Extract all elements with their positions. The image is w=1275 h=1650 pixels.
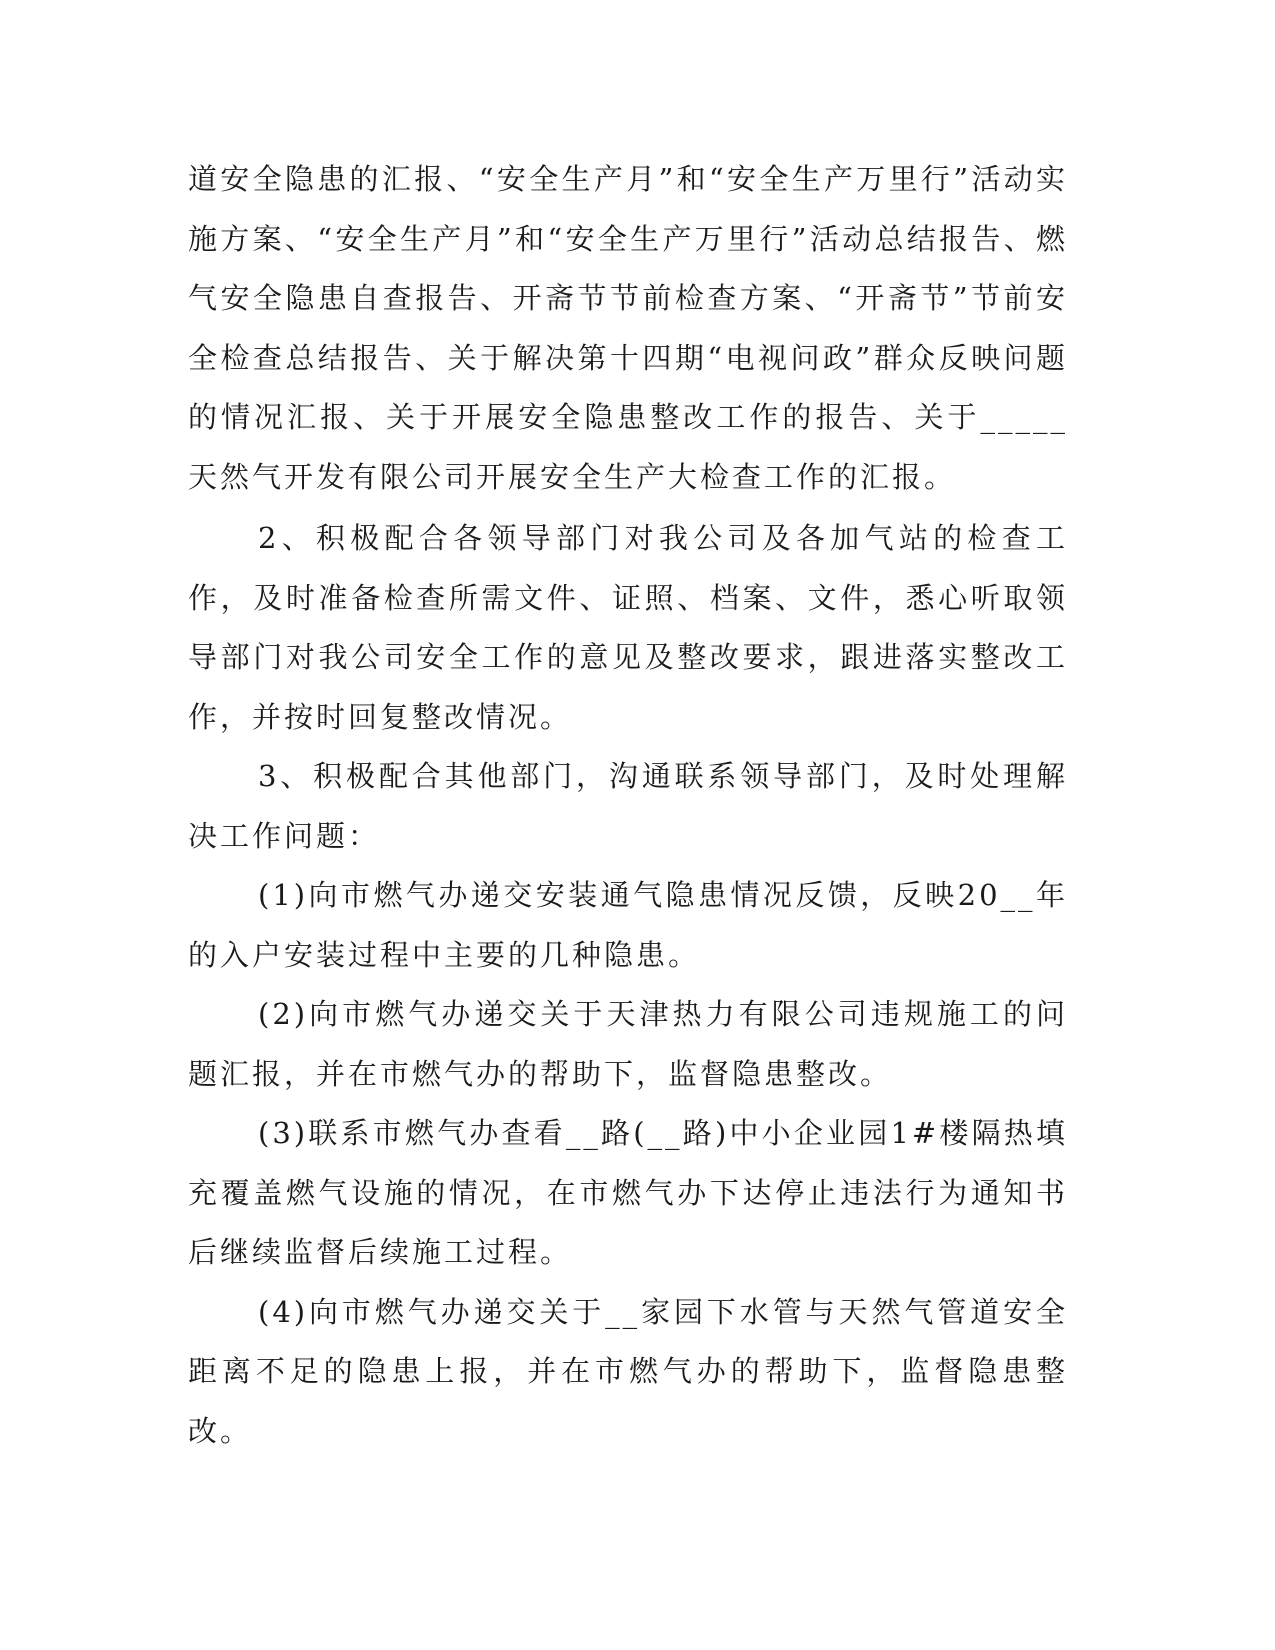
- paragraph-subitem-1: (1)向市燃气办递交安装通气隐患情况反馈，反映20__年的入户安装过程中主要的几种隐患。: [188, 878, 1068, 972]
- paragraph-subitem-4: (4)向市燃气办递交关于__家园下水管与天然气管道安全距离不足的隐患上报，并在市燃气办的帮助下，监督隐患整改。: [188, 1294, 1068, 1448]
- paragraph-continuation: 道安全隐患的汇报、“安全生产月”和“安全生产万里行”活动实施方案、“安全生产月”和“安全生产万里行”活动总结报告、燃气安全隐患自查报告、开斋节节前检查方案、“开斋节”节前安全检查总结报告、关于解决第十四期“电视问政”群众反映问题的情况汇报、关于开展安全隐患整改工作的报告、关于_____天然气开发有限公司开展安全生产大检查工作的汇报。: [188, 162, 1068, 494]
- document-body: [188, 150, 1068, 1461]
- paragraph-subitem-2: (2)向市燃气办递交关于天津热力有限公司违规施工的问题汇报，并在市燃气办的帮助下，监督隐患整改。: [188, 997, 1068, 1091]
- paragraph-subitem-3: (3)联系市燃气办查看__路(__路)中小企业园1#楼隔热填充覆盖燃气设施的情况，在市燃气办下达停止违法行为通知书后继续监督后续施工过程。: [188, 1116, 1068, 1269]
- paragraph-item-2: 2、积极配合各领导部门对我公司及各加气站的检查工作，及时准备检查所需文件、证照、档案、文件，悉心听取领导部门对我公司安全工作的意见及整改要求，跟进落实整改工作，并按时回复整改情况。: [188, 521, 1068, 734]
- paragraph-item-3: 3、积极配合其他部门，沟通联系领导部门，及时处理解决工作问题：: [188, 759, 1068, 853]
